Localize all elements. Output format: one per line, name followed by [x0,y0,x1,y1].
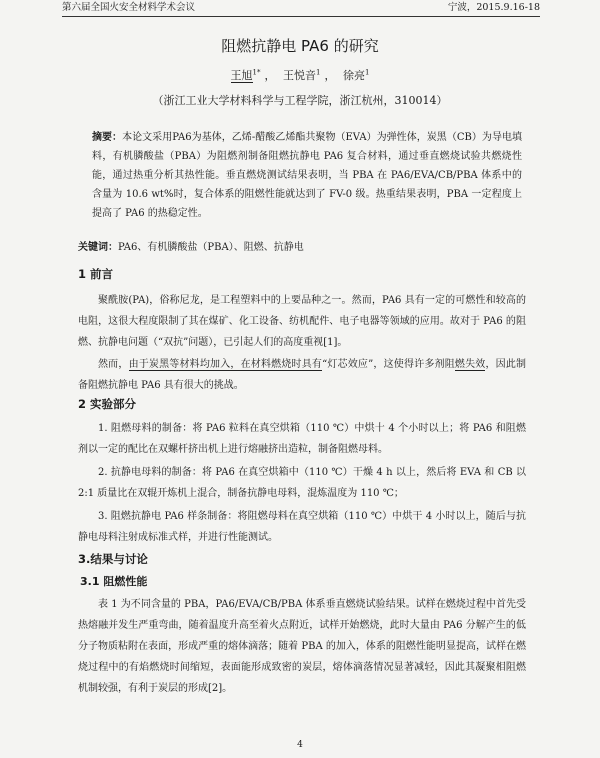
results-paragraph-1: 表 1 为不同含量的 PBA，PA6/EVA/CB/PBA 体系垂直燃烧试验结果。试样在燃烧过程中首先受热熔融并发生严重弯曲，随着温度升高至着火点附近，试样开始燃烧，此时大量由 PA6 分解产生的低分子物质粘附在表面，形成严重的熔体滴落；随着 PBA 的加入，体系的阻燃性能明显提高，试样在燃烧过程中的有焰燃烧时间缩短，表面能形成致密的炭层，熔体滴落情况显著减轻，因此其凝聚相阻燃机制较强，有利于炭层的形成[2]。 [78,599,526,694]
abstract-text: 本论文采用PA6为基体，乙烯-醋酸乙烯酯共聚物（EVA）为弹性体，炭黑（CB）为导电填料，有机膦酸盐（PBA）为阻燃剂制备阻燃抗静电 PA6 复合材料，通过垂直燃烧试验共燃烧性能，通过热重分析其热性能。垂直燃烧测试结果表明，当 PBA 在 PA6/EVA/CB/PBA 体系中的含量为 10.6 wt%时，复合体系的阻燃性能就达到了 FV-0 级。热重结果表明，PBA 一定程度上提高了 PA6 的热稳定性。 [92,132,523,219]
experiment-step-1: 1. 阻燃母料的制备：将 PA6 粒料在真空烘箱（110 ℃）中烘十 4 个小时以上；将 PA6 和阻燃剂以一定的配比在双螺杆挤出机上进行熔融挤出造粒，制备阻燃母料。 [78,423,526,455]
running-header [62,0,540,17]
subsection-heading-flame: 3.1 阻燃性能 [80,575,148,588]
author-3: 徐亮$^1$ [342,68,370,82]
keywords-label: 关键词： [78,242,118,253]
author-2: 王悦音$^1$ [283,68,321,82]
affiliation: （浙江工业大学材料科学与工程学院，浙江杭州，310014） [152,94,448,107]
section-heading-experiment: 2 实验部分 [78,397,137,411]
keywords [78,240,528,256]
keywords-text: PA6、有机膦酸盐（PBA）、阻燃、抗静电 [118,242,304,253]
section-heading-intro: 1 前言 [78,267,114,281]
section-heading-results: 3.结果与讨论 [78,552,148,566]
abstract [92,128,522,223]
experiment-step-3: 3. 阻燃抗静电 PA6 样条制备：将阻燃母料在真空烘箱（110 ℃）中烘干 4 小时以上，随后与抗静电母料注射成标准式样，并进行性能测试。 [78,511,526,543]
page-number: 4 [297,740,303,750]
author-list: 王旭$^{1*}$ ， 王悦音$^1$ ， 徐亮$^1$ [230,68,370,82]
intro-paragraph-1: 聚酰胺(PA)，俗称尼龙，是工程塑料中的上要品种之一。然而，PA6 具有一定的可燃性和较高的电阻，这很大程度限制了其在煤矿、化工设备、纺机配件、电子电器等领域的应用。故对于 PA6 的阻燃、抗静电问题（“双抗”问题），已引起人们的高度重视[1]。 [78,295,526,348]
paper-title: 阻燃抗静电 PA6 的研究 [221,37,379,55]
experiment-step-2: 2. 抗静电母料的制备：将 PA6 在真空烘箱中（110 ℃）干燥 4 h 以上，然后将 EVA 和 CB 以 2:1 质量比在双辊开炼机上混合，制备抗静电母料，混炼温度为 110 ℃； [78,467,526,499]
conference-date: 宁波，2015.9.16-18 [447,2,540,13]
intro-paragraph-2: 然而，由于炭黑等材料均加入，在材料燃烧时具有“灯芯效应”，这使得许多剂阻燃失效，因此制备阻燃抗静电 PA6 具有很大的挑战。 [78,359,527,391]
author-1: 王旭$^{1*}$ [230,68,261,82]
abstract-label: 摘要： [92,132,123,143]
conference-name: 第六届全国火安全材料学术会议 [62,2,196,13]
